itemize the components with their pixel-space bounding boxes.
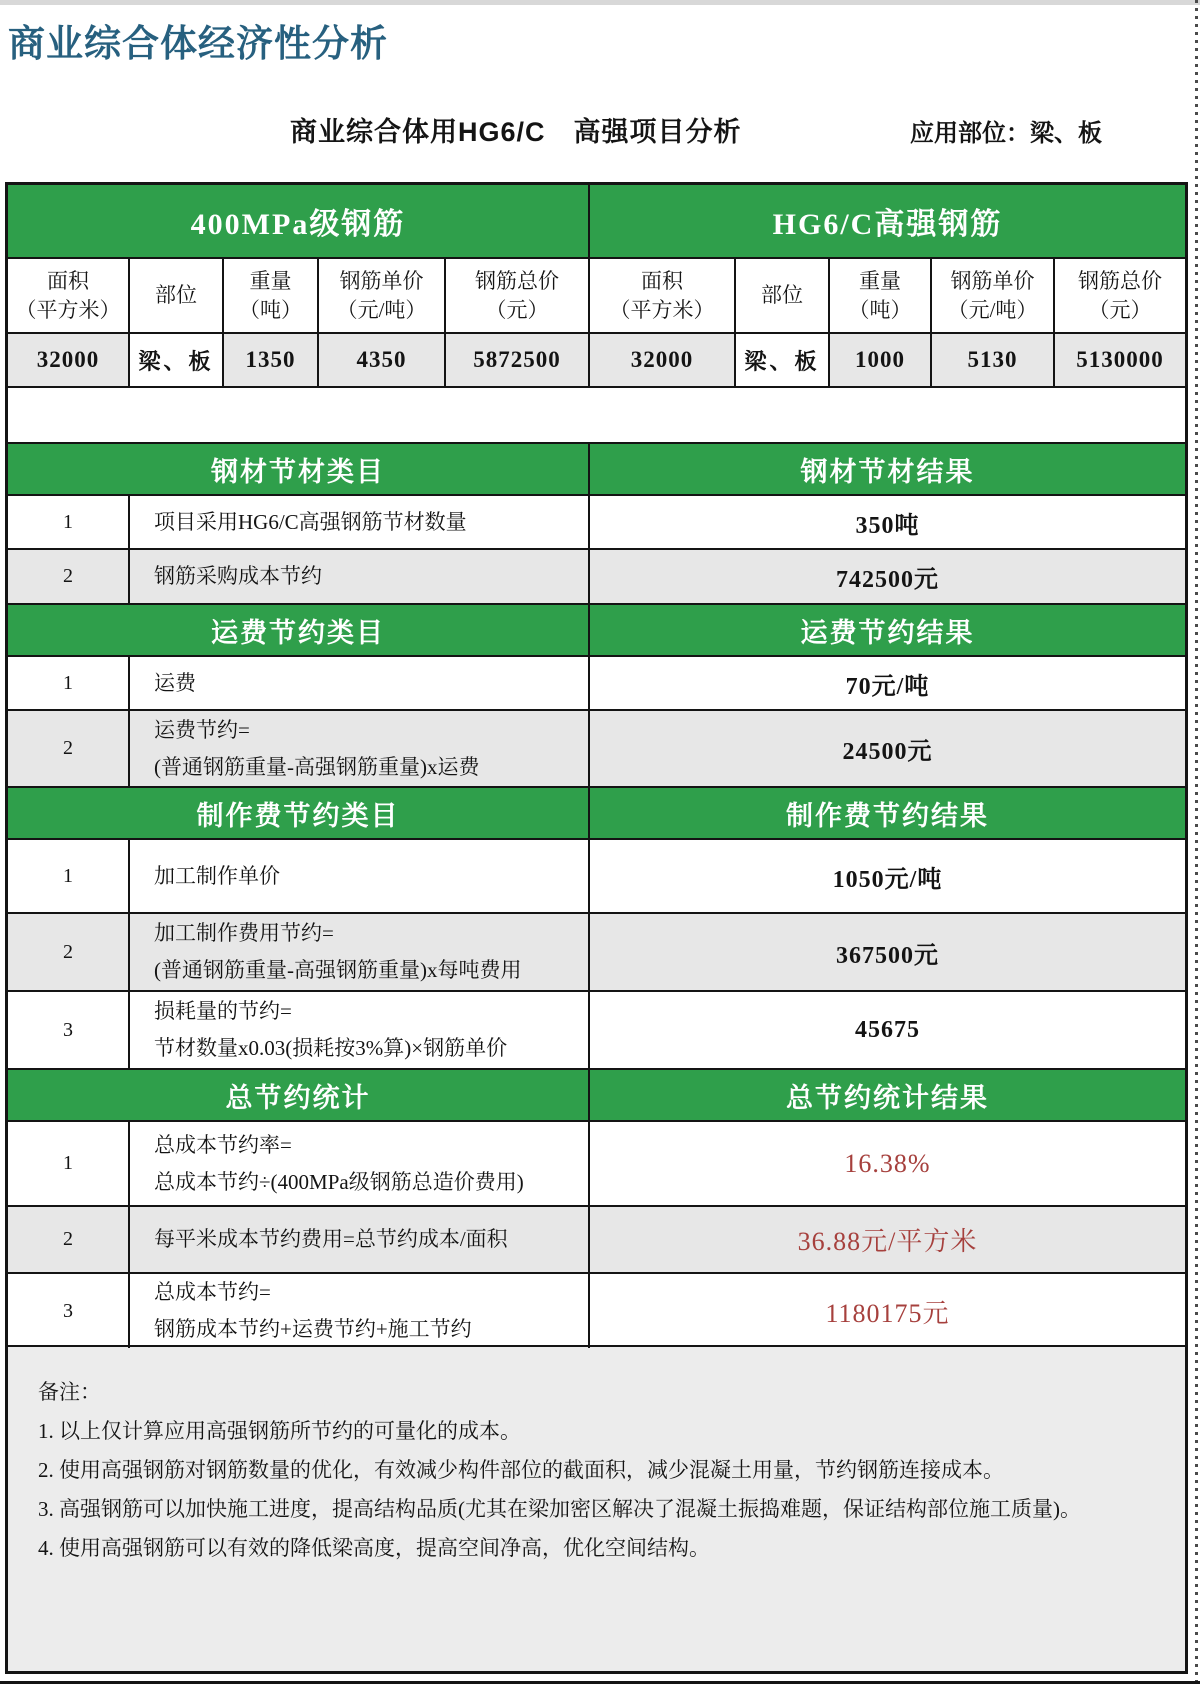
col-header-unitprice-400: 钢筋单价 （元/吨） (319, 259, 446, 332)
purchase-cost-saving: 742500元 (836, 567, 939, 593)
area-hg6c-value: 32000 (590, 334, 736, 386)
weight-400-value: 1350 (224, 334, 319, 386)
steel-saving-amount: 350吨 (855, 512, 920, 539)
table-row: 3 损耗量的节约= 节材数量x0.03(损耗按3%算)×钢筋单价 45675 (8, 992, 1185, 1070)
fabrication-saving-result-header: 制作费节约结果 (590, 788, 1185, 838)
fabrication-cost-saving: 367500元 (836, 942, 939, 969)
col-header-unitprice-hg6c: 钢筋单价 （元/吨） (932, 259, 1055, 332)
subtitle-row (0, 110, 1200, 149)
table-row: 2 运费节约= (普通钢筋重量-高强钢筋重量)x运费 24500元 (8, 711, 1185, 788)
remark-line: 2. 使用高强钢筋对钢筋数量的优化，有效减少构件部位的截面积，减少混凝土用量，节约钢筋连接成本。 (38, 1458, 1004, 1482)
empty-spacer-row (8, 388, 1185, 444)
part-400-value: 梁、板 (130, 334, 224, 386)
table-row: 3 总成本节约= 钢筋成本节约+运费节约+施工节约 1180175元 (8, 1274, 1185, 1347)
table-row: 1 总成本节约率= 总成本节约÷(400MPa级钢筋总造价费用) 16.38% (8, 1122, 1185, 1207)
page-break-dotted-line (1195, 0, 1198, 1684)
remarks-title: 备注： (38, 1380, 101, 1404)
table-row: 1 加工制作单价 1050元/吨 (8, 840, 1185, 914)
page-title: 商业综合体经济性分析 (8, 23, 388, 64)
part-hg6c-value: 梁、板 (736, 334, 830, 386)
freight-rate: 70元/吨 (845, 673, 930, 700)
application-note: 应用部位：梁、板 (910, 120, 1102, 147)
analysis-table (5, 182, 1188, 1674)
table-row: 1 运费 70元/吨 (8, 657, 1185, 711)
saving-per-sqm: 36.88元/平方米 (797, 1227, 978, 1256)
steel-saving-category-header: 钢材节材类目 (8, 444, 590, 494)
col-header-total-400: 钢筋总价 （元） (446, 259, 590, 332)
table-row: 2 钢筋采购成本节约 742500元 (8, 550, 1185, 605)
col-header-part-hg6c: 部位 (736, 259, 830, 332)
total-cost-saving: 1180175元 (825, 1298, 950, 1328)
total-saving-result-header: 总节约统计结果 (590, 1070, 1185, 1120)
steel-saving-result-header: 钢材节材结果 (590, 444, 1185, 494)
group-header-hg6c: HG6/C高强钢筋 (590, 185, 1185, 257)
col-header-weight-400: 重量 （吨） (224, 259, 319, 332)
area-400-value: 32000 (8, 334, 130, 386)
remark-line: 4. 使用高强钢筋可以有效的降低梁高度，提高空间净高，优化空间结构。 (38, 1536, 710, 1560)
section-header-freight-saving (8, 605, 1185, 657)
freight-saving-amount: 24500元 (842, 739, 933, 765)
table-row: 1 项目采用HG6/C高强钢筋节材数量 350吨 (8, 496, 1185, 550)
fabrication-unit-price: 1050元/吨 (832, 866, 943, 893)
remarks-section (8, 1347, 1185, 1671)
table-subtitle: 商业综合体用HG6/C 高强项目分析 (290, 117, 742, 147)
remark-line: 3. 高强钢筋可以加快施工进度，提高结构品质(尤其在梁加密区解决了混凝土振捣难题，保证结构部位施工质量)。 (38, 1497, 1081, 1521)
total-saving-category-header: 总节约统计 (8, 1070, 590, 1120)
fabrication-saving-category-header: 制作费节约类目 (8, 788, 590, 838)
section-header-fabrication-saving (8, 788, 1185, 840)
total-saving-rate: 16.38% (844, 1148, 931, 1178)
col-header-area-hg6c: 面积 （平方米） (590, 259, 736, 332)
unitprice-400-value: 4350 (319, 334, 446, 386)
freight-saving-category-header: 运费节约类目 (8, 605, 590, 655)
group-header-row (8, 185, 1185, 259)
total-hg6c-value: 5130000 (1055, 334, 1185, 386)
section-header-steel-saving (8, 444, 1185, 496)
freight-saving-result-header: 运费节约结果 (590, 605, 1185, 655)
table-row: 2 每平米成本节约费用=总节约成本/面积 36.88元/平方米 (8, 1207, 1185, 1274)
table-row: 2 加工制作费用节约= (普通钢筋重量-高强钢筋重量)x每吨费用 367500元 (8, 914, 1185, 992)
loss-saving-amount: 45675 (855, 1016, 920, 1043)
col-header-weight-hg6c: 重量 （吨） (830, 259, 932, 332)
col-header-area-400: 面积 （平方米） (8, 259, 130, 332)
weight-hg6c-value: 1000 (830, 334, 932, 386)
col-header-part-400: 部位 (130, 259, 224, 332)
group-header-400mpa: 400MPa级钢筋 (8, 185, 590, 257)
unitprice-hg6c-value: 5130 (932, 334, 1055, 386)
remark-line: 1. 以上仅计算应用高强钢筋所节约的可量化的成本。 (38, 1419, 521, 1443)
col-header-total-hg6c: 钢筋总价 （元） (1055, 259, 1185, 332)
column-header-row (8, 259, 1185, 334)
data-row (8, 334, 1185, 388)
total-400-value: 5872500 (446, 334, 590, 386)
section-header-total-saving (8, 1070, 1185, 1122)
